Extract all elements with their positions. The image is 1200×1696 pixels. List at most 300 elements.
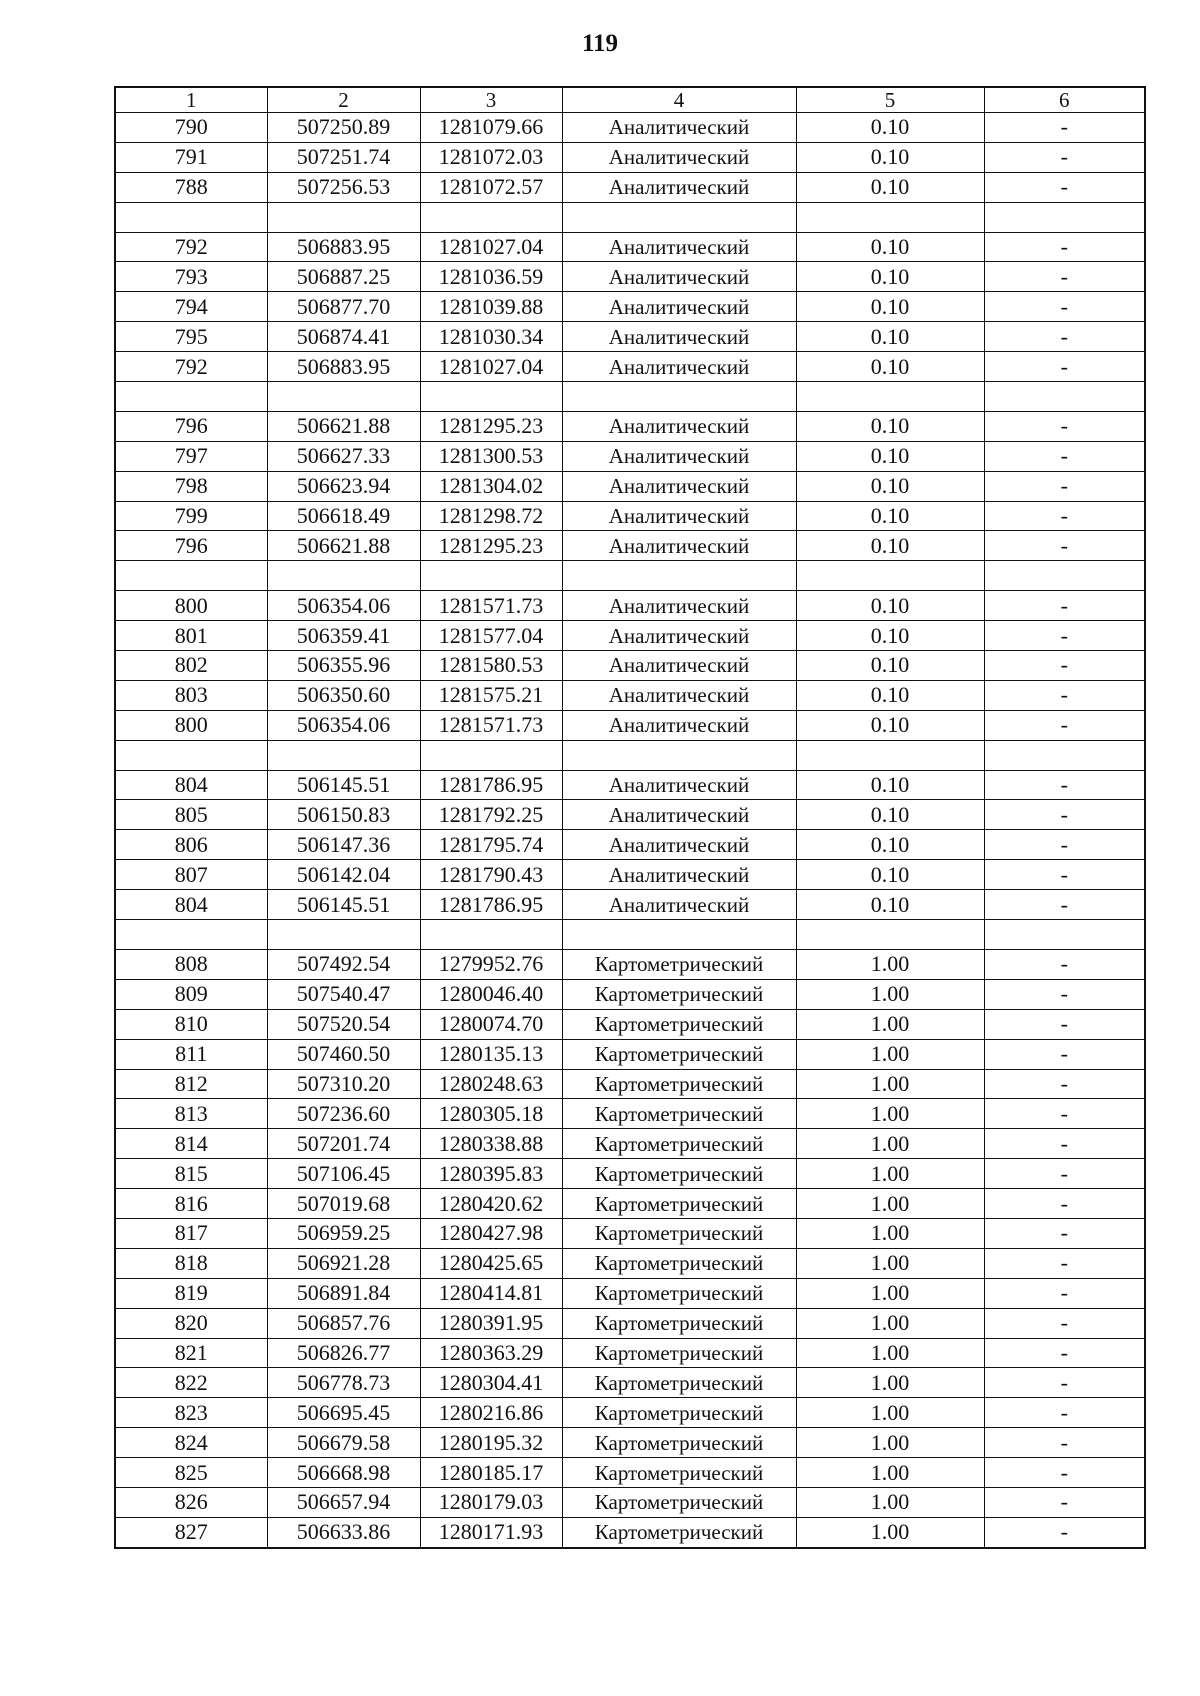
note-cell: - <box>984 501 1145 531</box>
accuracy-cell: 0.10 <box>796 471 984 501</box>
point-number-cell: 822 <box>115 1368 267 1398</box>
note-cell: - <box>984 1009 1145 1039</box>
table-header <box>115 87 1145 113</box>
y-coordinate-cell: 1280391.95 <box>420 1308 562 1338</box>
accuracy-cell: 0.10 <box>796 800 984 830</box>
x-coordinate-cell: 506150.83 <box>267 800 420 830</box>
point-number-cell: 815 <box>115 1159 267 1189</box>
header-cell-4: 4 <box>562 87 796 113</box>
note-cell: - <box>984 531 1145 561</box>
method-cell: Аналитический <box>562 800 796 830</box>
accuracy-cell: 1.00 <box>796 1487 984 1517</box>
x-coordinate-cell: 506959.25 <box>267 1218 420 1248</box>
method-cell <box>562 920 796 950</box>
table-row <box>115 770 1145 800</box>
method-cell: Картометрический <box>562 1218 796 1248</box>
point-number-cell: 816 <box>115 1189 267 1219</box>
y-coordinate-cell: 1280305.18 <box>420 1099 562 1129</box>
table-row <box>115 441 1145 471</box>
point-number-cell <box>115 561 267 591</box>
note-cell: - <box>984 352 1145 382</box>
method-cell: Аналитический <box>562 501 796 531</box>
x-coordinate-cell: 506921.28 <box>267 1248 420 1278</box>
method-cell: Аналитический <box>562 531 796 561</box>
y-coordinate-cell: 1281300.53 <box>420 441 562 471</box>
point-number-cell: 826 <box>115 1487 267 1517</box>
x-coordinate-cell: 506679.58 <box>267 1428 420 1458</box>
x-coordinate-cell: 506657.94 <box>267 1487 420 1517</box>
method-cell <box>562 202 796 232</box>
x-coordinate-cell: 506621.88 <box>267 531 420 561</box>
note-cell: - <box>984 591 1145 621</box>
point-number-cell: 804 <box>115 770 267 800</box>
header-cell-3: 3 <box>420 87 562 113</box>
note-cell: - <box>984 113 1145 143</box>
accuracy-cell: 0.10 <box>796 172 984 202</box>
point-number-cell: 810 <box>115 1009 267 1039</box>
method-cell: Картометрический <box>562 949 796 979</box>
accuracy-cell: 0.10 <box>796 232 984 262</box>
method-cell: Картометрический <box>562 1189 796 1219</box>
method-cell: Картометрический <box>562 1308 796 1338</box>
accuracy-cell <box>796 740 984 770</box>
y-coordinate-cell: 1280171.93 <box>420 1517 562 1547</box>
x-coordinate-cell: 506874.41 <box>267 322 420 352</box>
y-coordinate-cell: 1281792.25 <box>420 800 562 830</box>
note-cell: - <box>984 1458 1145 1488</box>
point-number-cell: 788 <box>115 172 267 202</box>
method-cell: Картометрический <box>562 1458 796 1488</box>
x-coordinate-cell <box>267 740 420 770</box>
y-coordinate-cell: 1280135.13 <box>420 1039 562 1069</box>
y-coordinate-cell: 1281577.04 <box>420 621 562 651</box>
method-cell: Картометрический <box>562 1368 796 1398</box>
point-number-cell: 796 <box>115 411 267 441</box>
method-cell: Аналитический <box>562 352 796 382</box>
table-body <box>115 113 1145 1548</box>
y-coordinate-cell: 1281027.04 <box>420 232 562 262</box>
x-coordinate-cell <box>267 202 420 232</box>
note-cell: - <box>984 262 1145 292</box>
x-coordinate-cell: 507201.74 <box>267 1129 420 1159</box>
point-number-cell: 812 <box>115 1069 267 1099</box>
y-coordinate-cell <box>420 920 562 950</box>
accuracy-cell: 1.00 <box>796 1368 984 1398</box>
accuracy-cell: 1.00 <box>796 1428 984 1458</box>
table-row <box>115 262 1145 292</box>
accuracy-cell: 1.00 <box>796 1069 984 1099</box>
accuracy-cell: 0.10 <box>796 531 984 561</box>
point-number-cell: 803 <box>115 680 267 710</box>
method-cell <box>562 740 796 770</box>
accuracy-cell: 1.00 <box>796 1278 984 1308</box>
note-cell: - <box>984 1428 1145 1458</box>
y-coordinate-cell: 1281786.95 <box>420 770 562 800</box>
method-cell: Картометрический <box>562 1487 796 1517</box>
x-coordinate-cell: 506883.95 <box>267 232 420 262</box>
y-coordinate-cell: 1280338.88 <box>420 1129 562 1159</box>
method-cell: Картометрический <box>562 1398 796 1428</box>
method-cell: Аналитический <box>562 860 796 890</box>
point-number-cell: 804 <box>115 890 267 920</box>
point-number-cell: 809 <box>115 979 267 1009</box>
method-cell: Аналитический <box>562 262 796 292</box>
point-number-cell: 796 <box>115 531 267 561</box>
accuracy-cell: 1.00 <box>796 1338 984 1368</box>
y-coordinate-cell: 1280046.40 <box>420 979 562 1009</box>
table-row <box>115 890 1145 920</box>
y-coordinate-cell: 1281030.34 <box>420 322 562 352</box>
header-row <box>115 87 1145 113</box>
x-coordinate-cell: 507251.74 <box>267 142 420 172</box>
point-number-cell <box>115 740 267 770</box>
accuracy-cell: 0.10 <box>796 113 984 143</box>
y-coordinate-cell: 1280395.83 <box>420 1159 562 1189</box>
x-coordinate-cell: 506633.86 <box>267 1517 420 1547</box>
note-cell: - <box>984 1189 1145 1219</box>
table-row <box>115 1189 1145 1219</box>
x-coordinate-cell: 506355.96 <box>267 651 420 681</box>
accuracy-cell: 1.00 <box>796 1129 984 1159</box>
table-row <box>115 1487 1145 1517</box>
table-separator-row <box>115 382 1145 412</box>
x-coordinate-cell: 507250.89 <box>267 113 420 143</box>
method-cell: Картометрический <box>562 1099 796 1129</box>
accuracy-cell: 0.10 <box>796 142 984 172</box>
header-cell-2: 2 <box>267 87 420 113</box>
method-cell: Картометрический <box>562 1517 796 1547</box>
method-cell: Аналитический <box>562 591 796 621</box>
table-row <box>115 680 1145 710</box>
note-cell: - <box>984 1308 1145 1338</box>
note-cell: - <box>984 1248 1145 1278</box>
point-number-cell: 824 <box>115 1428 267 1458</box>
table-row <box>115 1218 1145 1248</box>
table-row <box>115 142 1145 172</box>
y-coordinate-cell: 1281786.95 <box>420 890 562 920</box>
accuracy-cell: 0.10 <box>796 680 984 710</box>
header-cell-1: 1 <box>115 87 267 113</box>
table-separator-row <box>115 202 1145 232</box>
accuracy-cell: 0.10 <box>796 830 984 860</box>
y-coordinate-cell: 1280179.03 <box>420 1487 562 1517</box>
accuracy-cell: 0.10 <box>796 441 984 471</box>
accuracy-cell <box>796 920 984 950</box>
note-cell: - <box>984 172 1145 202</box>
y-coordinate-cell <box>420 202 562 232</box>
table-row <box>115 1129 1145 1159</box>
note-cell: - <box>984 1069 1145 1099</box>
y-coordinate-cell: 1281580.53 <box>420 651 562 681</box>
point-number-cell: 821 <box>115 1338 267 1368</box>
point-number-cell: 790 <box>115 113 267 143</box>
y-coordinate-cell: 1281295.23 <box>420 531 562 561</box>
point-number-cell: 800 <box>115 591 267 621</box>
method-cell: Аналитический <box>562 322 796 352</box>
method-cell: Аналитический <box>562 172 796 202</box>
table-row <box>115 1099 1145 1129</box>
method-cell: Аналитический <box>562 680 796 710</box>
method-cell: Аналитический <box>562 142 796 172</box>
method-cell: Аналитический <box>562 830 796 860</box>
note-cell: - <box>984 1099 1145 1129</box>
x-coordinate-cell: 506778.73 <box>267 1368 420 1398</box>
point-number-cell: 811 <box>115 1039 267 1069</box>
y-coordinate-cell: 1281298.72 <box>420 501 562 531</box>
table-row <box>115 1308 1145 1338</box>
method-cell: Аналитический <box>562 710 796 740</box>
method-cell <box>562 382 796 412</box>
x-coordinate-cell: 506147.36 <box>267 830 420 860</box>
table-row <box>115 1368 1145 1398</box>
y-coordinate-cell: 1280248.63 <box>420 1069 562 1099</box>
point-number-cell: 801 <box>115 621 267 651</box>
x-coordinate-cell: 506145.51 <box>267 770 420 800</box>
x-coordinate-cell: 506354.06 <box>267 591 420 621</box>
method-cell: Аналитический <box>562 113 796 143</box>
point-number-cell: 800 <box>115 710 267 740</box>
page-number: 119 <box>581 30 619 57</box>
point-number-cell: 797 <box>115 441 267 471</box>
accuracy-cell: 1.00 <box>796 1248 984 1278</box>
accuracy-cell <box>796 202 984 232</box>
method-cell: Картометрический <box>562 1159 796 1189</box>
y-coordinate-cell: 1280074.70 <box>420 1009 562 1039</box>
x-coordinate-cell: 506142.04 <box>267 860 420 890</box>
accuracy-cell: 0.10 <box>796 501 984 531</box>
method-cell: Аналитический <box>562 441 796 471</box>
table-row <box>115 1159 1145 1189</box>
method-cell: Аналитический <box>562 232 796 262</box>
table-row <box>115 1338 1145 1368</box>
note-cell: - <box>984 890 1145 920</box>
point-number-cell: 817 <box>115 1218 267 1248</box>
table-row <box>115 651 1145 681</box>
point-number-cell: 798 <box>115 471 267 501</box>
point-number-cell: 823 <box>115 1398 267 1428</box>
note-cell: - <box>984 949 1145 979</box>
x-coordinate-cell: 507106.45 <box>267 1159 420 1189</box>
note-cell: - <box>984 651 1145 681</box>
note-cell: - <box>984 1368 1145 1398</box>
x-coordinate-cell <box>267 920 420 950</box>
table-row <box>115 322 1145 352</box>
accuracy-cell: 0.10 <box>796 411 984 441</box>
note-cell: - <box>984 1039 1145 1069</box>
table-row <box>115 172 1145 202</box>
table-row <box>115 1069 1145 1099</box>
accuracy-cell: 1.00 <box>796 1009 984 1039</box>
table-row <box>115 1458 1145 1488</box>
y-coordinate-cell: 1281027.04 <box>420 352 562 382</box>
note-cell: - <box>984 800 1145 830</box>
accuracy-cell: 1.00 <box>796 1308 984 1338</box>
x-coordinate-cell: 506623.94 <box>267 471 420 501</box>
accuracy-cell: 0.10 <box>796 292 984 322</box>
x-coordinate-cell: 506145.51 <box>267 890 420 920</box>
point-number-cell: 795 <box>115 322 267 352</box>
point-number-cell <box>115 920 267 950</box>
table-row <box>115 710 1145 740</box>
x-coordinate-cell: 507256.53 <box>267 172 420 202</box>
note-cell <box>984 740 1145 770</box>
method-cell: Картометрический <box>562 1129 796 1159</box>
point-number-cell: 792 <box>115 352 267 382</box>
x-coordinate-cell: 506627.33 <box>267 441 420 471</box>
table-row <box>115 830 1145 860</box>
point-number-cell: 793 <box>115 262 267 292</box>
point-number-cell: 799 <box>115 501 267 531</box>
accuracy-cell: 1.00 <box>796 1398 984 1428</box>
y-coordinate-cell: 1281790.43 <box>420 860 562 890</box>
method-cell: Картометрический <box>562 1278 796 1308</box>
y-coordinate-cell: 1280185.17 <box>420 1458 562 1488</box>
note-cell: - <box>984 471 1145 501</box>
y-coordinate-cell <box>420 382 562 412</box>
note-cell: - <box>984 322 1145 352</box>
y-coordinate-cell: 1281304.02 <box>420 471 562 501</box>
y-coordinate-cell: 1280304.41 <box>420 1368 562 1398</box>
accuracy-cell: 1.00 <box>796 1458 984 1488</box>
method-cell: Картометрический <box>562 1248 796 1278</box>
accuracy-cell: 1.00 <box>796 1517 984 1547</box>
x-coordinate-cell: 506887.25 <box>267 262 420 292</box>
accuracy-cell: 0.10 <box>796 352 984 382</box>
x-coordinate-cell: 506883.95 <box>267 352 420 382</box>
header-cell-5: 5 <box>796 87 984 113</box>
point-number-cell: 825 <box>115 1458 267 1488</box>
method-cell: Картометрический <box>562 979 796 1009</box>
method-cell: Аналитический <box>562 411 796 441</box>
y-coordinate-cell: 1281072.57 <box>420 172 562 202</box>
x-coordinate-cell: 506618.49 <box>267 501 420 531</box>
method-cell: Картометрический <box>562 1338 796 1368</box>
note-cell: - <box>984 979 1145 1009</box>
point-number-cell: 792 <box>115 232 267 262</box>
table-row <box>115 1039 1145 1069</box>
accuracy-cell: 0.10 <box>796 591 984 621</box>
x-coordinate-cell: 507492.54 <box>267 949 420 979</box>
accuracy-cell: 0.10 <box>796 262 984 292</box>
table-row <box>115 352 1145 382</box>
y-coordinate-cell: 1279952.76 <box>420 949 562 979</box>
accuracy-cell: 1.00 <box>796 1039 984 1069</box>
table-row <box>115 1517 1145 1547</box>
table-row <box>115 949 1145 979</box>
point-number-cell: 827 <box>115 1517 267 1547</box>
note-cell: - <box>984 292 1145 322</box>
x-coordinate-cell: 507310.20 <box>267 1069 420 1099</box>
table-row <box>115 232 1145 262</box>
accuracy-cell: 1.00 <box>796 1099 984 1129</box>
note-cell: - <box>984 860 1145 890</box>
x-coordinate-cell: 506877.70 <box>267 292 420 322</box>
note-cell: - <box>984 1218 1145 1248</box>
accuracy-cell: 1.00 <box>796 1159 984 1189</box>
table-row <box>115 1009 1145 1039</box>
y-coordinate-cell: 1281571.73 <box>420 591 562 621</box>
method-cell: Картометрический <box>562 1428 796 1458</box>
method-cell: Аналитический <box>562 292 796 322</box>
x-coordinate-cell: 506695.45 <box>267 1398 420 1428</box>
table-row <box>115 471 1145 501</box>
y-coordinate-cell: 1281575.21 <box>420 680 562 710</box>
y-coordinate-cell: 1280216.86 <box>420 1398 562 1428</box>
method-cell <box>562 561 796 591</box>
table-row <box>115 860 1145 890</box>
point-number-cell: 802 <box>115 651 267 681</box>
note-cell: - <box>984 830 1145 860</box>
table-row <box>115 591 1145 621</box>
table-row <box>115 1278 1145 1308</box>
note-cell <box>984 561 1145 591</box>
table-row <box>115 1428 1145 1458</box>
accuracy-cell <box>796 382 984 412</box>
method-cell: Картометрический <box>562 1009 796 1039</box>
note-cell: - <box>984 770 1145 800</box>
accuracy-cell: 1.00 <box>796 949 984 979</box>
table-row <box>115 979 1145 1009</box>
note-cell: - <box>984 710 1145 740</box>
accuracy-cell <box>796 561 984 591</box>
table-row <box>115 411 1145 441</box>
x-coordinate-cell: 506354.06 <box>267 710 420 740</box>
method-cell: Картометрический <box>562 1039 796 1069</box>
point-number-cell: 806 <box>115 830 267 860</box>
x-coordinate-cell: 506668.98 <box>267 1458 420 1488</box>
table-row <box>115 531 1145 561</box>
accuracy-cell: 0.10 <box>796 770 984 800</box>
note-cell: - <box>984 441 1145 471</box>
note-cell: - <box>984 680 1145 710</box>
y-coordinate-cell: 1280427.98 <box>420 1218 562 1248</box>
y-coordinate-cell: 1281079.66 <box>420 113 562 143</box>
note-cell: - <box>984 1159 1145 1189</box>
note-cell: - <box>984 411 1145 441</box>
table-row <box>115 1248 1145 1278</box>
point-number-cell: 791 <box>115 142 267 172</box>
table-row <box>115 621 1145 651</box>
x-coordinate-cell <box>267 561 420 591</box>
table-row <box>115 292 1145 322</box>
x-coordinate-cell: 507019.68 <box>267 1189 420 1219</box>
y-coordinate-cell: 1280425.65 <box>420 1248 562 1278</box>
note-cell: - <box>984 1129 1145 1159</box>
accuracy-cell: 1.00 <box>796 1218 984 1248</box>
accuracy-cell: 0.10 <box>796 890 984 920</box>
y-coordinate-cell: 1281795.74 <box>420 830 562 860</box>
header-cell-6: 6 <box>984 87 1145 113</box>
point-number-cell <box>115 382 267 412</box>
accuracy-cell: 0.10 <box>796 860 984 890</box>
y-coordinate-cell: 1280414.81 <box>420 1278 562 1308</box>
note-cell <box>984 920 1145 950</box>
accuracy-cell: 1.00 <box>796 979 984 1009</box>
table-row <box>115 113 1145 143</box>
x-coordinate-cell: 506891.84 <box>267 1278 420 1308</box>
x-coordinate-cell: 507460.50 <box>267 1039 420 1069</box>
y-coordinate-cell <box>420 740 562 770</box>
accuracy-cell: 0.10 <box>796 651 984 681</box>
point-number-cell: 813 <box>115 1099 267 1129</box>
x-coordinate-cell: 506857.76 <box>267 1308 420 1338</box>
point-number-cell: 808 <box>115 949 267 979</box>
note-cell: - <box>984 621 1145 651</box>
y-coordinate-cell: 1281072.03 <box>420 142 562 172</box>
method-cell: Картометрический <box>562 1069 796 1099</box>
table-row <box>115 1398 1145 1428</box>
x-coordinate-cell: 506350.60 <box>267 680 420 710</box>
